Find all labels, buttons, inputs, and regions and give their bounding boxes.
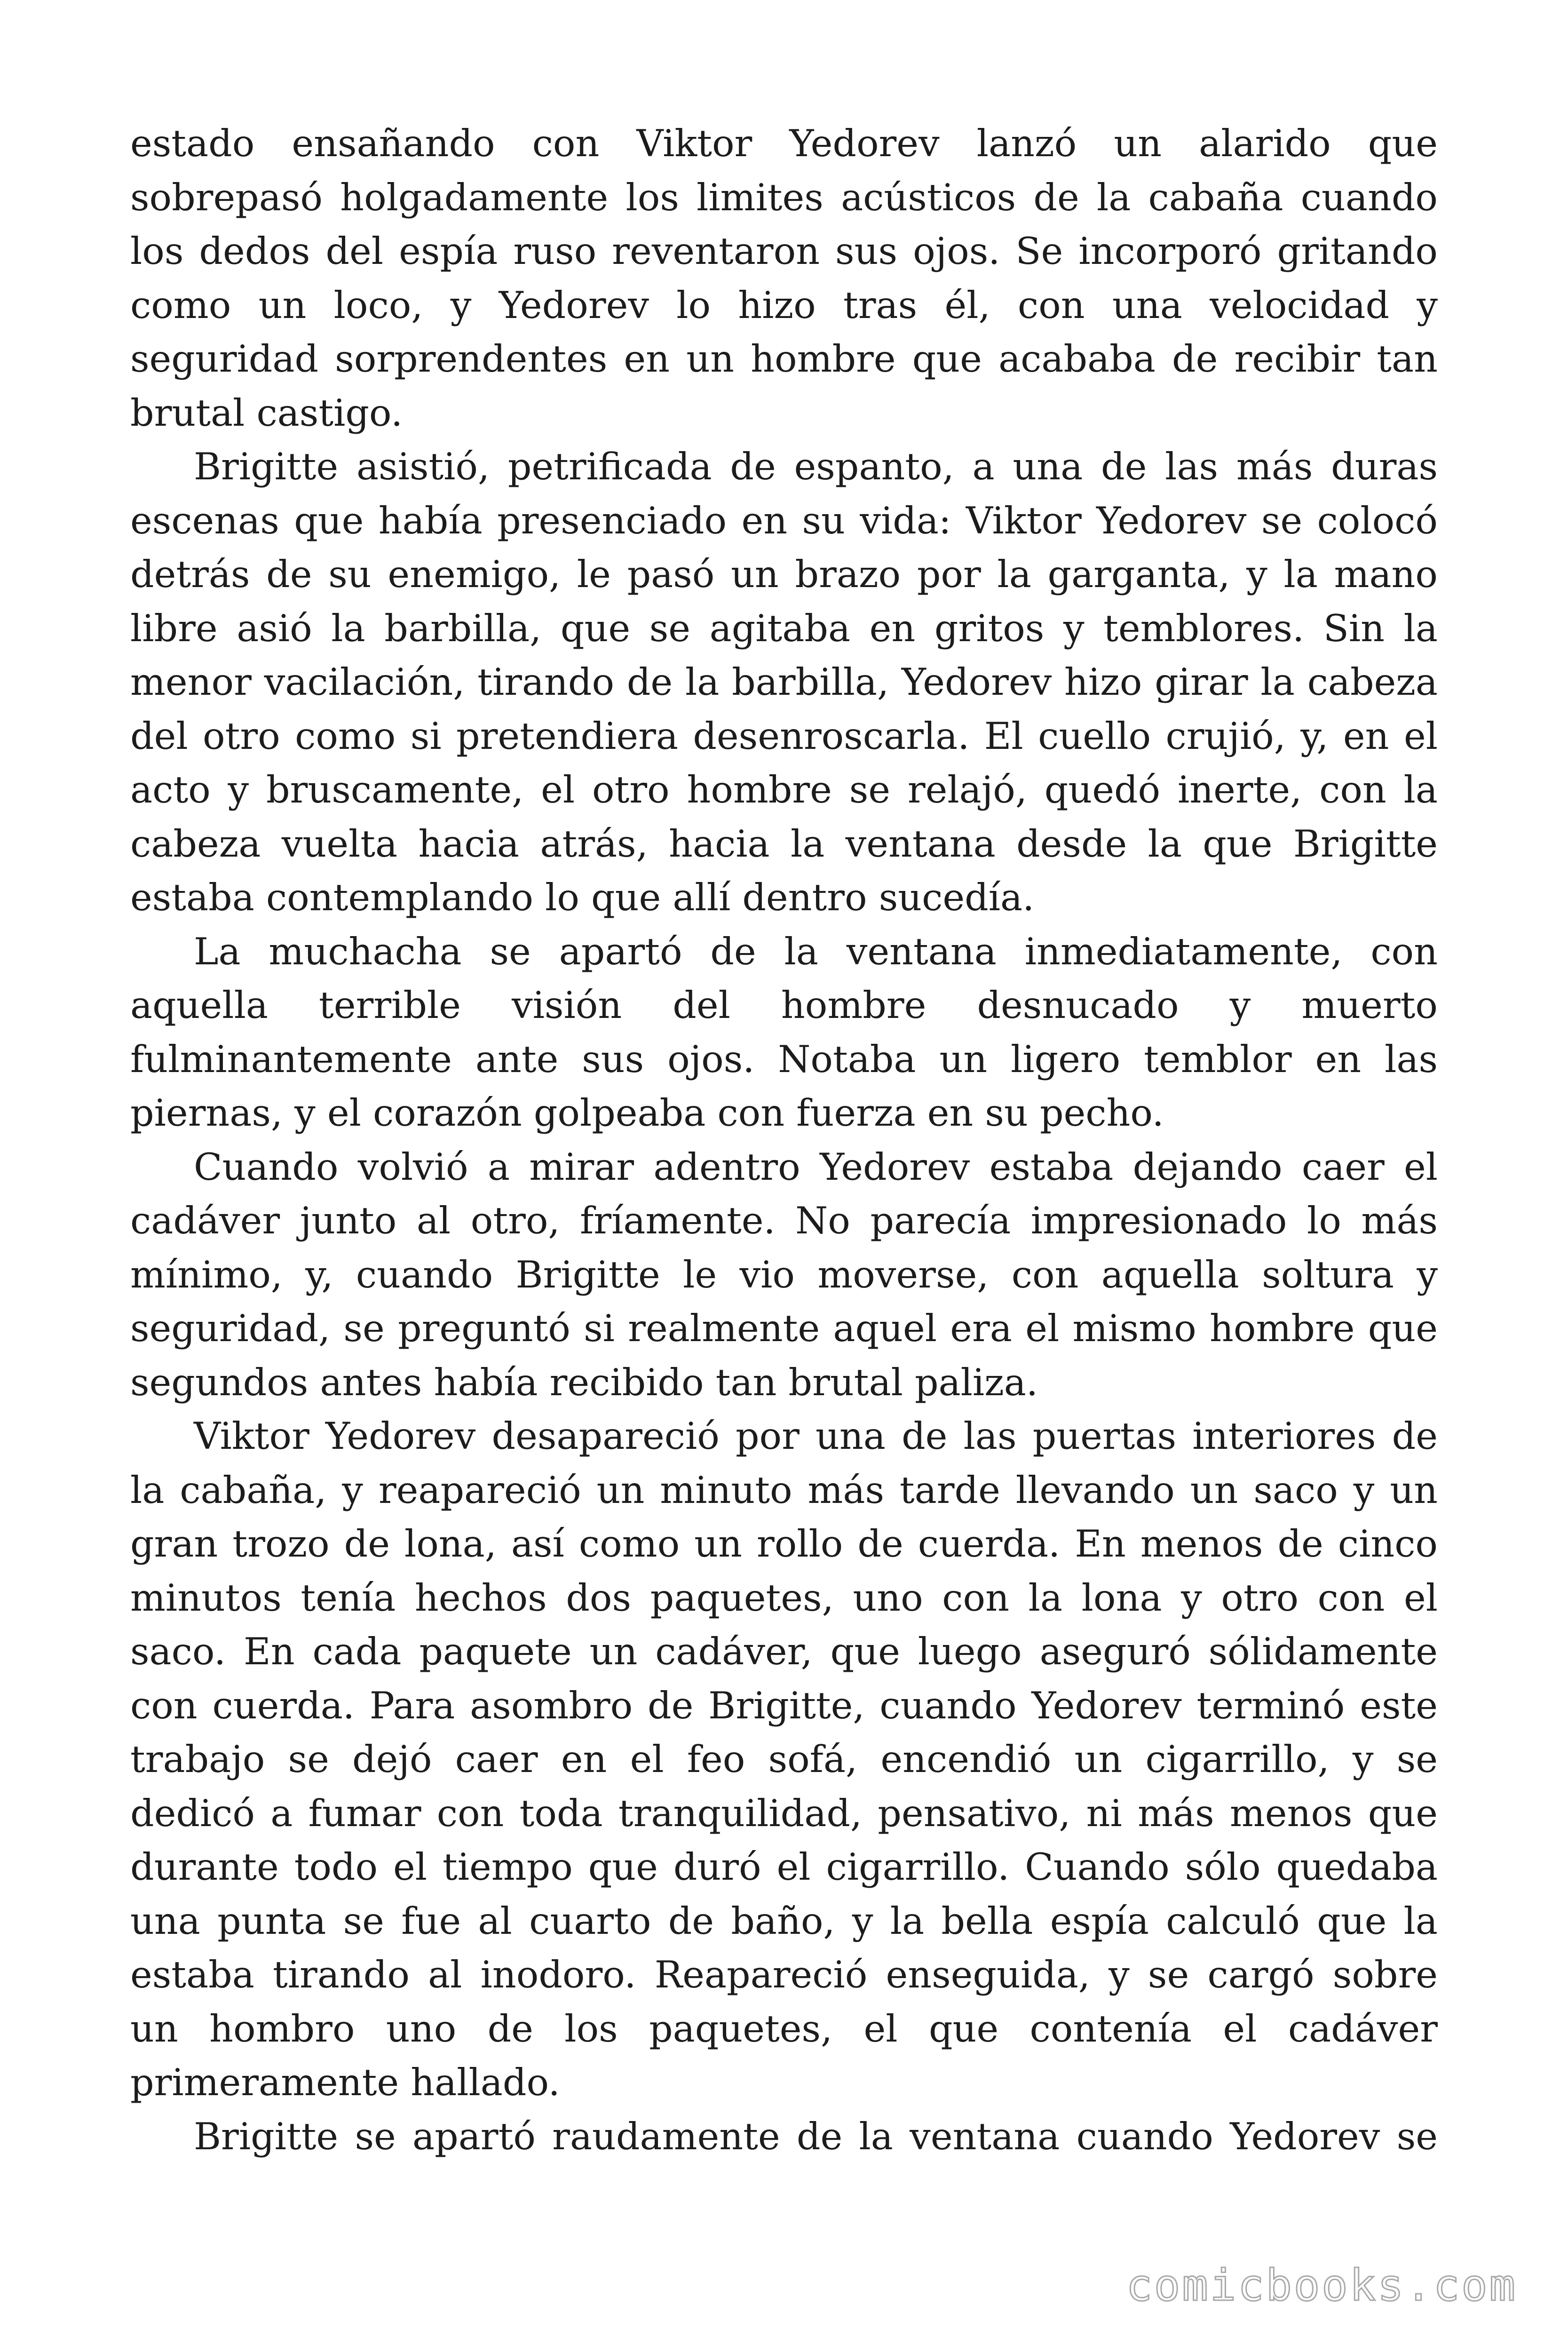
- paragraph-6: Brigitte se apartó raudamente de la ventana cuando Yedorev se: [194, 2114, 1438, 2158]
- paragraph-5: Viktor Yedorev desapareció por una de las puertas interiores de la cabaña, y reapareció un minuto más tarde llevando un saco y un gran trozo de lona, así como un rollo de cuerda. En menos de cinco minutos tenía hechos dos paquetes, uno con la lona y otro con el saco. En cada paquete un cadáver, que luego aseguró sólidamente con cuerda. Para asombro de Brigitte, cuando Yedorev terminó este trabajo se dejó caer en el feo sofá, encendió un cigarrillo, y se dedicó a fumar con toda tranquilidad, pensativo, ni más menos que durante todo el tiempo que duró el cigarrillo. Cuando sólo quedaba una punta se fue al cuarto de baño, y la bella espía calculó que la estaba tirando al inodoro. Reapareció enseguida, y se cargó sobre un hombro uno de los paquetes, el que contenía el cadáver primeramente hallado.: [130, 1414, 1438, 2104]
- paragraph-4: Cuando volvió a mirar adentro Yedorev estaba dejando caer el cadáver junto al otro, fríamente. No parecía impresionado lo más mínimo, y, cuando Brigitte le vio moverse, con aquella soltura y seguridad, se preguntó si realmente aquel era el mismo hombre que segundos antes había recibido tan brutal paliza.: [130, 1145, 1438, 1404]
- paragraph-3: La muchacha se apartó de la ventana inmediatamente, con aquella terrible visión del hombre desnucado y muerto fulminantemente ante sus ojos. Notaba un ligero temblor en las piernas, y el corazón golpeaba con fuerza en su pecho.: [130, 930, 1438, 1135]
- paragraph-2: Brigitte asistió, petrificada de espanto, a una de las más duras escenas que había presenciado en su vida: Viktor Yedorev se colocó detrás de su enemigo, le pasó un brazo por la garganta, y la mano libre asió la barbilla, que se agitaba en gritos y temblores. Sin la menor vacilación, tirando de la barbilla, Yedorev hizo girar la cabeza del otro como si pretendiera desenroscarla. El cuello crujió, y, en el acto y bruscamente, el otro hombre se relajó, quedó inerte, con la cabeza vuelta hacia atrás, hacia la ventana desde la que Brigitte estaba contemplando lo que allí dentro sucedía.: [130, 445, 1438, 919]
- watermark: comicbooks.com: [1126, 2260, 1517, 2311]
- paragraph-1: estado ensañando con Viktor Yedorev lanzó un alarido que sobrepasó holgadamente los limites acústicos de la cabaña cuando los dedos del espía ruso reventaron sus ojos. Se incorporó gritando como un loco, y Yedorev lo hizo tras él, con una velocidad y seguridad sorprendentes en un hombre que acababa de recibir tan brutal castigo.: [130, 122, 1438, 435]
- page-body: [130, 117, 1438, 2163]
